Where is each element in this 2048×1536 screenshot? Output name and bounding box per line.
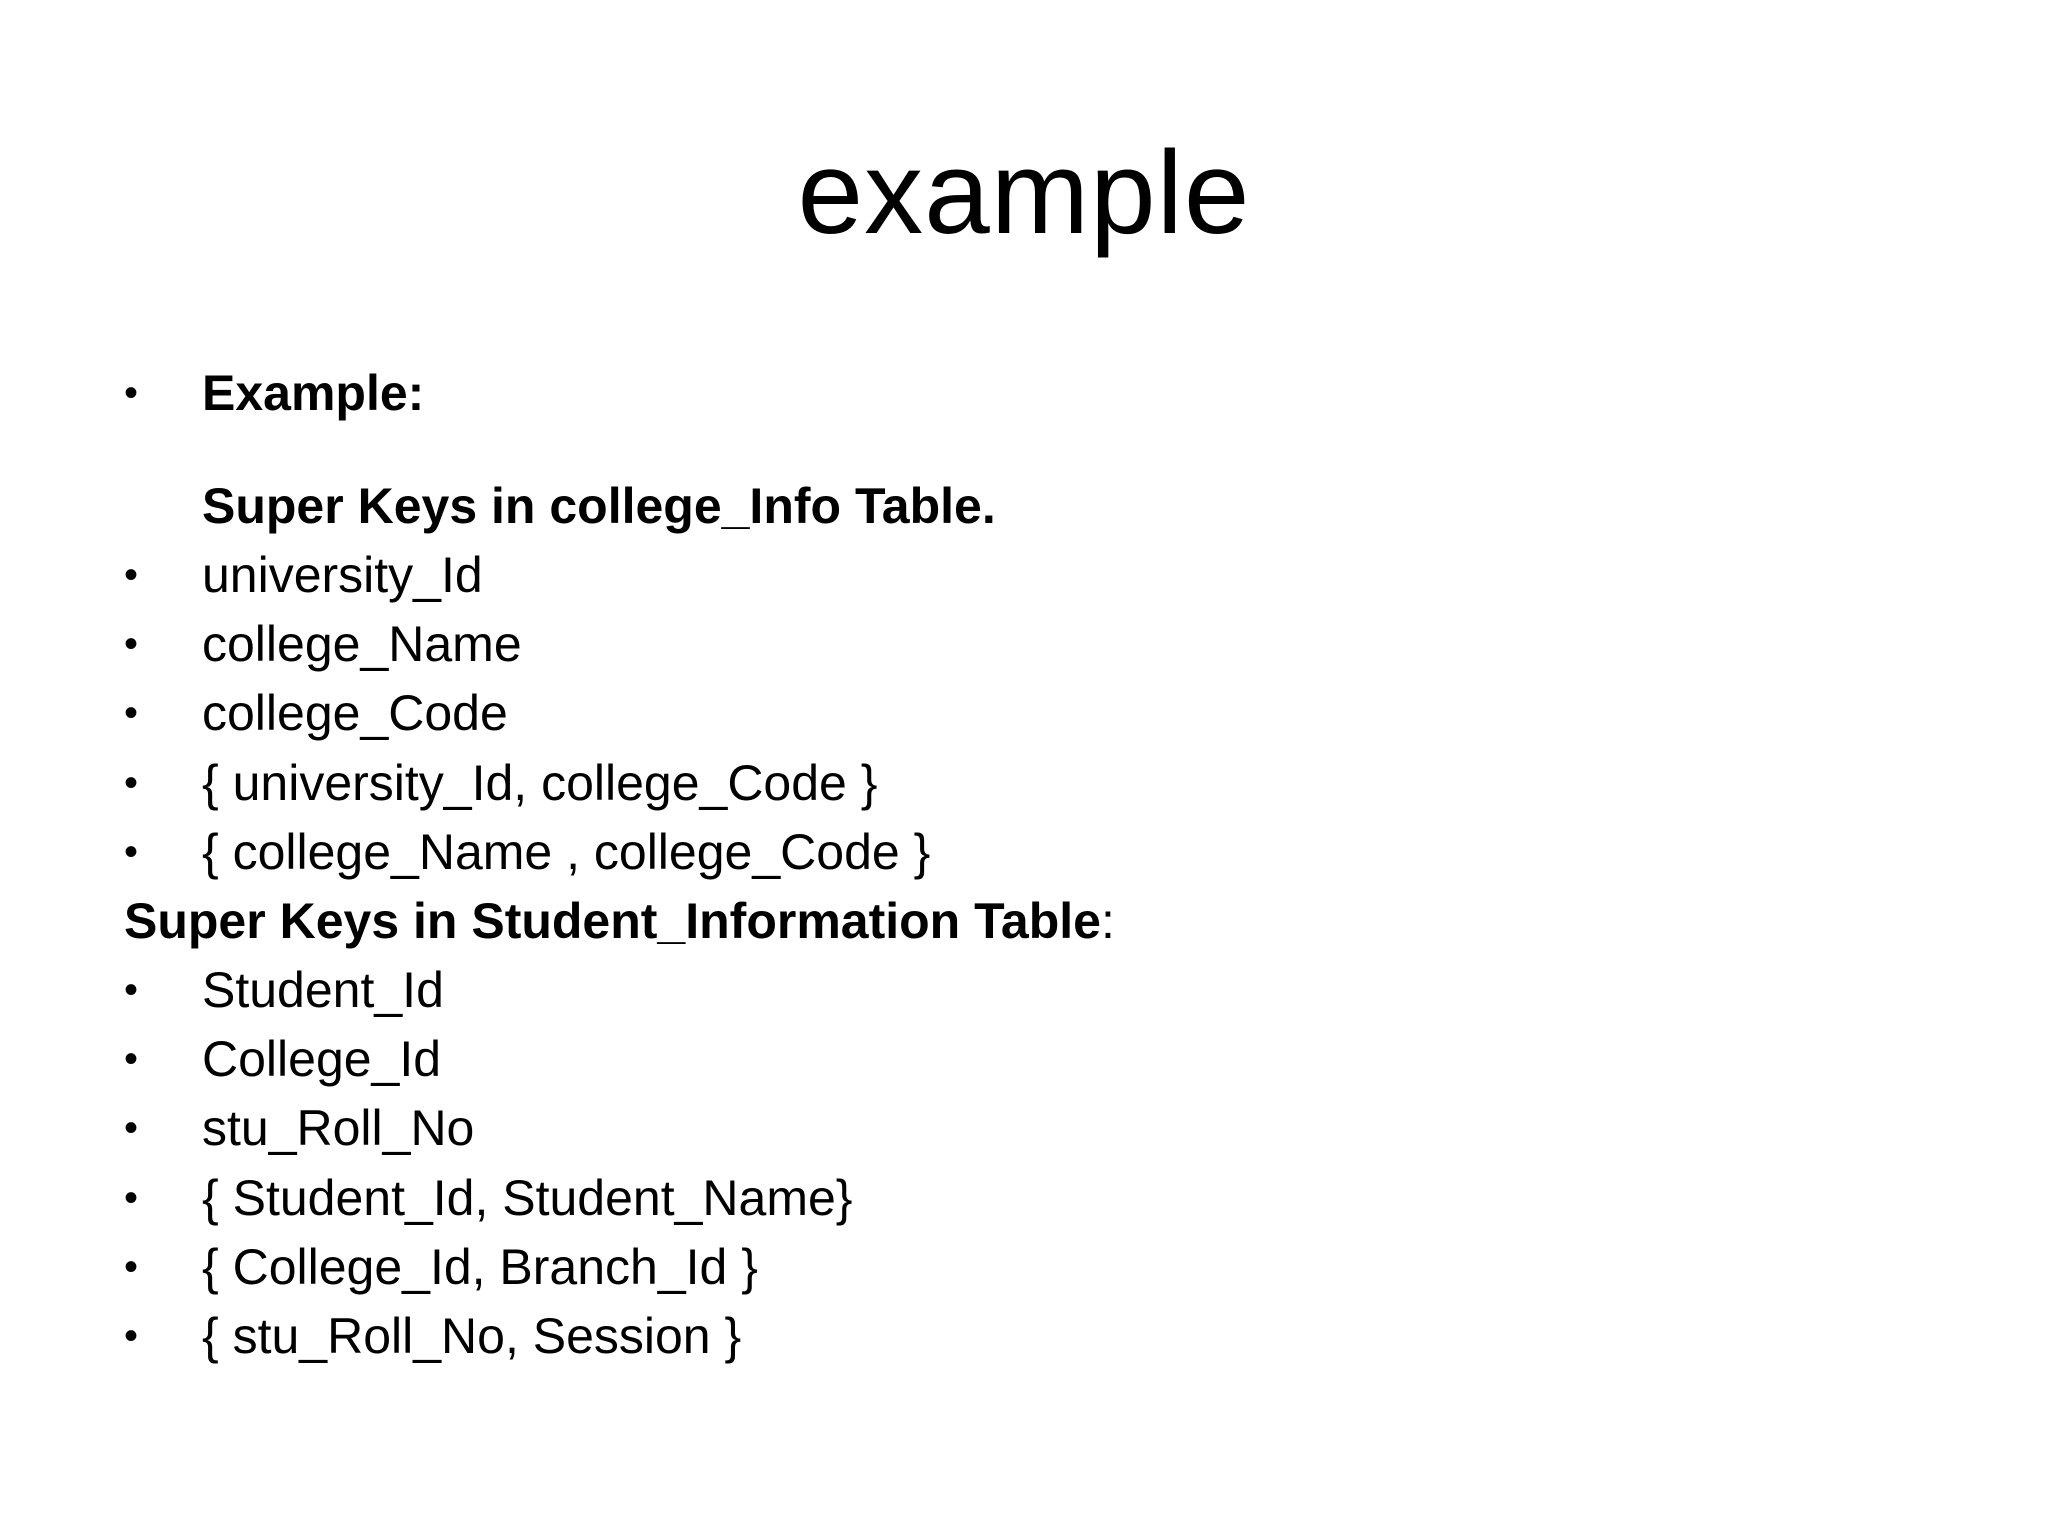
list-item-text: Student_Id <box>202 962 444 1018</box>
list-item-text: { College_Id, Branch_Id } <box>202 1239 758 1295</box>
list-item-text: { university_Id, college_Code } <box>202 755 878 811</box>
list-item-text: college_Name <box>202 616 522 672</box>
bullet-icon: • <box>124 968 139 1012</box>
example-label: Example: <box>202 365 425 421</box>
list-item-text: { stu_Roll_No, Session } <box>202 1308 742 1364</box>
list-item-text: { Student_Id, Student_Name} <box>202 1170 853 1226</box>
student-info-heading <box>124 888 1115 954</box>
bullet-icon: • <box>124 1314 139 1358</box>
bullet-icon: • <box>124 622 139 666</box>
list-item-text: College_Id <box>202 1031 442 1087</box>
bullet-icon: • <box>124 761 139 805</box>
college-info-heading: Super Keys in college_Info Table. <box>202 478 996 534</box>
bullet-icon: • <box>124 830 139 874</box>
slide-title: example <box>797 127 1251 259</box>
list-item-text: { college_Name , college_Code } <box>202 824 931 880</box>
student-info-heading-bold: Super Keys in Student_Information Table <box>124 893 1101 949</box>
bullet-icon: • <box>124 1106 139 1150</box>
bullet-icon: • <box>124 1037 139 1081</box>
bullet-icon: • <box>124 1176 139 1220</box>
list-item-text: college_Code <box>202 685 508 741</box>
bullet-icon: • <box>124 691 139 735</box>
bullet-icon: • <box>124 553 139 597</box>
bullet-icon: • <box>124 1245 139 1289</box>
list-item-text: university_Id <box>202 547 483 603</box>
student-info-heading-colon: : <box>1100 893 1115 949</box>
list-item-text: stu_Roll_No <box>202 1100 475 1156</box>
bullet-icon: • <box>124 371 139 415</box>
